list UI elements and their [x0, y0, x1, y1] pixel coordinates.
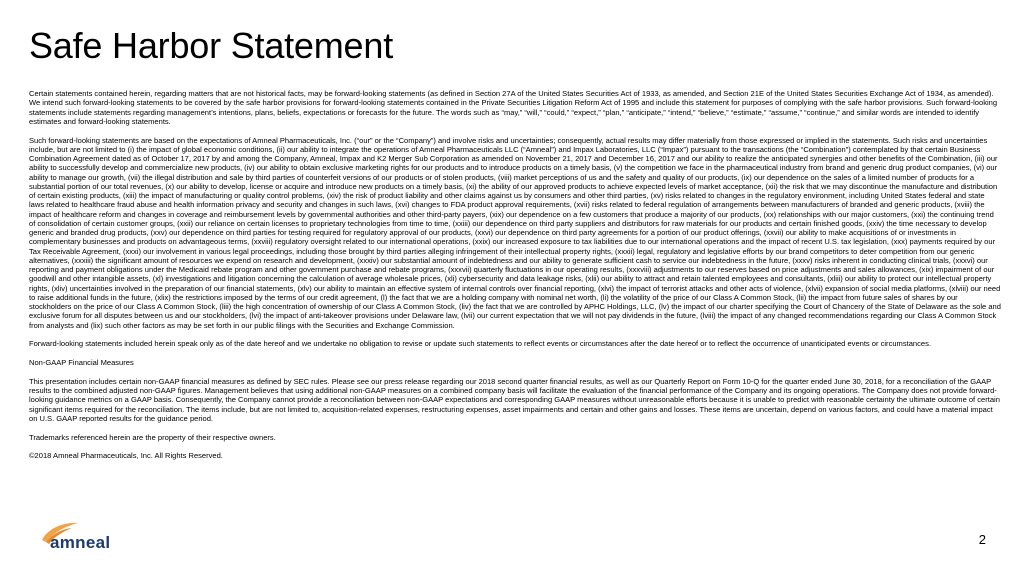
- forward-looking-intro-paragraph: Certain statements contained herein, regarding matters that are not historical facts, may be forward-looking statements (as defined in Section 27A of the United States Securities Act of 1933, as amended, and Section 21E of the United States Securities Exchange Act of 1934, as amended). We intend such forward-looking statements to be covered by the safe harbor provisions for forward-looking statements contained in the Private Securities Litigation Reform Act of 1995 and include this statement for purposes of complying with the safe harbor provisions. Such forward-looking statements include statements regarding management’s intentions, plans, beliefs, expectations or forecasts for the future. The words such as “may,” “will,” “could,” “expect,” “plan,” “anticipate,” “intend,” “believe,” “estimate,” “assume,” “continue,” and similar words are intended to identify estimates and forward-looking statements.: [29, 89, 998, 126]
- safe-harbor-body: [29, 89, 1001, 470]
- risk-factors-paragraph: Such forward-looking statements are based on the expectations of Amneal Pharmaceuticals, Inc. (“our” or the “Company”) and involve risks and uncertainties; consequently, actual results may differ materially from those expressed or implied in the statements. Such risks and uncertainties include, but are not limited to (i) the impact of global economic conditions, (ii) our ability to integrate the operations of Amneal Pharmaceuticals LLC (“Amneal”) and Impax Laboratories, LLC (“Impax”) pursuant to the transactions (the “Combination”) contemplated by that certain Business Combination Agreement dated as of October 17, 2017 by and among the Company, Amneal, Impax and K2 Merger Sub Corporation as amended on November 21, 2017 and December 16, 2017 and our ability to realize the anticipated synergies and other benefits of the Combination, (iii) our ability to successfully develop and commercialize new products, (iv) our ability to obtain exclusive marketing rights for our products and to introduce products on a timely basis, (v) the competition we face in the pharmaceutical industry from brand and generic drug product companies, (vi) our ability to manage our growth, (vii) the illegal distribution and sale by third parties of counterfeit versions of our products or of stolen products, (viii) market perceptions of us and the safety and quality of our products, (ix) our dependence on the sales of a limited number of products for a substantial portion of our total revenues, (x) our ability to develop, license or acquire and introduce new products on a timely basis, (xi) the ability of our approved products to achieve expected levels of market acceptance, (xii) the risk that we may discontinue the manufacture and distribution of certain existing products, (xiii) the impact of manufacturing or quality control problems, (xiv) the risk of product liability and other claims against us by consumers and other third parties, (xv) risks related to changes in the regulatory environment, including United States federal and state laws related to healthcare fraud abuse and health information privacy and security and changes in such laws, (xvi) changes to FDA product approval requirements, (xvii) risks related to federal regulation of arrangements between manufacturers of branded and generic products, (xviii) the impact of healthcare reform and changes in coverage and reimbursement levels by governmental authorities and other third-party payers, (xix) our dependence on a few customers that produce a majority of our products, (xx) relationships with our major customers, (xxi) the continuing trend of consolidation of certain customer groups, (xxii) our reliance on certain licenses to proprietary technologies from time to time, (xxiii) our dependence on third party suppliers and distributors for raw materials for our products and certain finished goods, (xxiv) the time necessary to develop generic and branded drug products, (xxv) our dependence on third parties for testing required for regulatory approval of our products, (xxvi) our dependence on third party agreements for a portion of our product offerings, (xxvii) our ability to make acquisitions of or investments in complementary businesses and products on advantageous terms, (xxviii) regulatory oversight related to our international operations, (xxix) our increased exposure to tax liabilities due to our international operations and the impact of recent U.S. tax legislation, (xxx) payments required by our Tax Receivable Agreement, (xxxi) our involvement in various legal proceedings, including those brought by third parties alleging infringement of their intellectual property rights, (xxxii) legal, regulatory and legislative efforts by our brand competitors to deter competition from our generic alternatives, (xxxiii) the significant amount of resources we expend on research and development, (xxxiv) our substantial amount of indebtedness and our ability to generate sufficient cash to service our indebtedness in the future, (xxxv) risks inherent in conducting clinical trials, (xxxvi) our reporting and payment obligations under the Medicaid rebate program and other government purchase and rebate programs, (xxxvii) quarterly fluctuations in our operating results, (xxxviii) adjustments to our reserves based on price adjustments and sales allowances, (xix) impairment of our goodwill and other intangible assets, (xl) investigations and litigation concerning the calculation of average wholesale prices, (xli) cybersecurity and data leakage risks, (xlii) our ability to attract and retain talented employees and consultants, (xliii) our ability to protect our intellectual property rights, (xliv) uncertainties involved in the preparation of our financial statements, (xlv) our ability to maintain an effective system of internal controls over financial reporting, (xlvi) the impact of terrorist attacks and other acts of violence, (xlvii) expansion of social media platforms, (xlviii) our need to raise additional funds in the future, (xlix) the restrictions imposed by the terms of our credit agreement, (l) the fact that we are a holding company with nominal net worth, (li) the volatility of the price of our Class A Common Stock, (lii) the impact from future sales of shares by our stockholders on the price of our Class A Common Stock, (liii) the high concentration of ownership of our Class A Common Stock, (liv) the fact that we are controlled by APHC Holdings, LLC, (lv) the impact of our charter specifying the Court of Chancery of the State of Delaware as the sole and exclusive forum for all disputes between us and our stockholders, (lvi) the impact of anti-takeover provisions under Delaware law, (lvii) our current expectation that we will not pay dividends in the future, (lviii) the impact of any changed recommendations regarding our Class A Common Stock from analysts and (lix) such other factors as may be set forth in our public filings with the Securities and Exchange Commission.: [29, 135, 1001, 330]
- amneal-logo: [28, 520, 118, 560]
- copyright-paragraph: ©2018 Amneal Pharmaceuticals, Inc. All Rights Reserved.: [29, 451, 223, 461]
- logo-wordmark: amneal: [50, 533, 111, 552]
- page-title: Safe Harbor Statement: [29, 25, 393, 66]
- non-gaap-heading: Non-GAAP Financial Measures: [29, 358, 134, 367]
- no-obligation-paragraph: Forward-looking statements included herein speak only as of the date hereof and we undertake no obligation to revise or update such statements to reflect events or circumstances after the date hereof or to reflect the occurrence of unanticipated events or circumstances.: [29, 339, 931, 349]
- non-gaap-paragraph: This presentation includes certain non-GAAP financial measures as defined by SEC rules. Please see our press release regarding our 2018 second quarter financial results, as well as our Quarterly Report on Form 10-Q for the quarter ended June 30, 2018, for a reconciliation of the GAAP results to the combined adjusted non-GAAP figures. Management believes that using additional non-GAAP measures on a combined company basis will facilitate the evaluation of the financial performance of the Company and its ongoing operations. The Company does not provide forward-looking guidance metrics on a GAAP basis. Consequently, the Company cannot provide a reconciliation between non-GAAP expectations and corresponding GAAP measures without unreasonable efforts because it is unable to predict with reasonable certainty the ultimate outcome of certain significant items required for the reconciliation. The items include, but are not limited to, acquisition-related expenses, restructuring expenses, asset impairments and certain and other gains and losses. These items are uncertain, depend on various factors, and could have a material impact on U.S. GAAP reported results for the guidance period.: [29, 376, 1000, 423]
- page-number: 2: [978, 532, 986, 547]
- trademarks-paragraph: Trademarks referenced herein are the property of their respective owners.: [29, 432, 276, 442]
